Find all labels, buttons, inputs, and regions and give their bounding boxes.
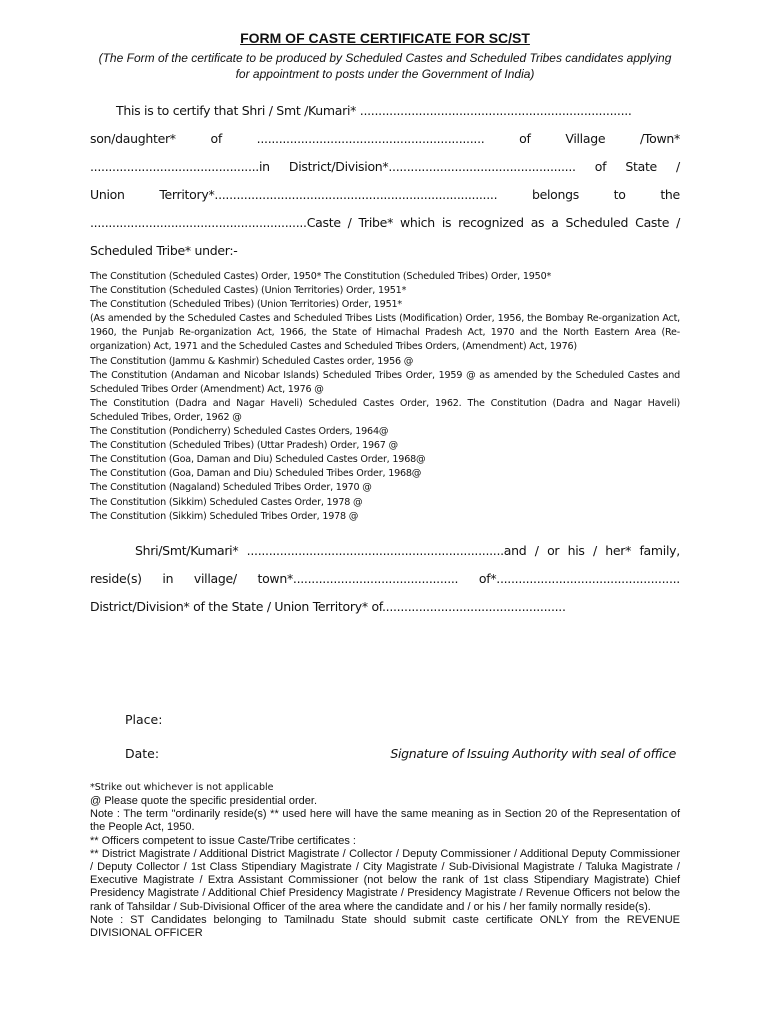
family-line-2: [90, 571, 680, 589]
certify-word: recognized: [458, 215, 524, 230]
family-line-1: [135, 543, 680, 561]
certify-word: the: [660, 187, 680, 202]
constitution-orders-list: [90, 270, 680, 524]
family-word: of*..................................................: [478, 571, 680, 586]
form-title: FORM OF CASTE CERTIFICATE FOR SC/ST: [240, 30, 530, 46]
order-item: The Constitution (Nagaland) Scheduled Tribes Order, 1970 @: [90, 482, 372, 494]
footnote: Note : ST Candidates belonging to Tamilnadu State should submit caste certificate ONLY from the REVENUE DIVISIONAL OFFICER: [90, 913, 680, 940]
certify-word: /: [347, 215, 352, 230]
certify-word: /: [676, 159, 680, 174]
certify-word: of: [594, 159, 607, 174]
certify-word: Tribe*: [358, 215, 394, 230]
family-word: in: [162, 571, 174, 586]
family-word: family,: [639, 543, 680, 558]
family-word: village/: [193, 571, 237, 586]
certify-line-4: [90, 187, 680, 205]
certify-line-5: [90, 215, 680, 233]
certify-word: Territory*.............................................................................: [159, 187, 498, 202]
family-word: reside(s): [90, 571, 142, 586]
form-subtitle: (The Form of the certificate to be produced by Scheduled Castes and Scheduled Tribes candidates applying for appointment to posts under the Government of India): [98, 51, 672, 81]
certify-word: a: [551, 215, 559, 230]
place-label: Place:: [125, 712, 163, 727]
order-item: (As amended by the Scheduled Castes and Scheduled Tribes Lists (Modification) Order, 1956, the Bombay Re-organization Act, 1960, the Punjab Re-organization Act, 1966, the State of Himachal Pradesh Act, 1970 and the North Eastern Area (Re-organization) Act, 1971 and the Scheduled Castes and Scheduled Tribes Orders, (Amendment) Act, 1976): [90, 313, 680, 353]
certify-word: to: [613, 187, 626, 202]
order-item: The Constitution (Scheduled Tribes) (Uttar Pradesh) Order, 1967 @: [90, 440, 398, 452]
order-item: The Constitution (Goa, Daman and Diu) Scheduled Tribes Order, 1968@: [90, 468, 422, 480]
certify-word: ...........................................................Caste: [90, 215, 341, 230]
family-word: ......................................................................and: [246, 543, 527, 558]
certify-word: as: [530, 215, 545, 230]
certify-word: /: [676, 215, 680, 230]
order-item: The Constitution (Scheduled Castes) Order, 1950* The Constitution (Scheduled Tribes) Order, 1950*: [90, 271, 552, 282]
footnotes: [90, 795, 680, 940]
family-word: /: [534, 543, 539, 558]
date-label: Date:: [125, 746, 160, 761]
family-word: his: [567, 543, 585, 558]
certify-line-3: [90, 159, 680, 177]
strike-out-note: *Strike out whichever is not applicable: [90, 782, 274, 793]
certify-word: Caste: [635, 215, 670, 230]
certify-word: Scheduled: [565, 215, 629, 230]
certify-word: Village: [565, 131, 606, 146]
order-item: The Constitution (Pondicherry) Scheduled Castes Orders, 1964@: [90, 426, 389, 438]
footnote: @ Please quote the specific presidential order.: [90, 795, 318, 807]
footnote: ** District Magistrate / Additional District Magistrate / Collector / Deputy Commissioner / Additional Deputy Commissioner / Deputy Collector / 1st Class Stipendiary Magistrate / City Magistrate / Sub-Divisional Magistrate / Taluka Magistrate / Executive Magistrate / Extra Assistant Commissioner (not below the rank of 1st class Stipendiary Magistrate) Chief Presidency Magistrate / Additional Chief Presidency Magistrate / Presidency Magistrate / Revenue Officers not below the rank of Tahsildar / Sub-Divisional Officer of the area where the candidate and / or his / her family normally reside(s).: [90, 847, 680, 913]
signature-label: Signature of Issuing Authority with seal of office: [390, 746, 676, 761]
footnote: Note : The term "ordinarily reside(s) ** used here will have the same meaning as in Section 20 of the Representation of the People Act, 1950.: [90, 808, 680, 834]
certify-word: Union: [90, 187, 125, 202]
family-word: her*: [605, 543, 632, 558]
certify-word: belongs: [531, 187, 579, 202]
family-word: town*.............................................: [257, 571, 459, 586]
order-item: The Constitution (Goa, Daman and Diu) Scheduled Castes Order, 1968@: [90, 454, 426, 466]
family-word: or: [547, 543, 560, 558]
certify-word: ..............................................................: [256, 131, 485, 146]
order-item: The Constitution (Sikkim) Scheduled Castes Order, 1978 @: [90, 496, 363, 508]
certify-word: /Town*: [639, 131, 680, 146]
order-item: The Constitution (Dadra and Nagar Haveli) Scheduled Castes Order, 1962. The Constitution (Dadra and Nagar Haveli) Scheduled Tribes, Order, 1962 @: [90, 397, 680, 423]
certify-word: which: [399, 215, 435, 230]
certify-word: of: [519, 131, 531, 146]
order-item: The Constitution (Andaman and Nicobar Islands) Scheduled Tribes Order, 1959 @ as amended by the Scheduled Castes and Scheduled Tribes Order (Amendment) Act, 1976 @: [90, 369, 680, 395]
family-word: /: [593, 543, 597, 558]
order-item: The Constitution (Jammu & Kashmir) Scheduled Castes order, 1956 @: [90, 355, 414, 367]
order-item: The Constitution (Scheduled Castes) (Union Territories) Order, 1951*: [90, 285, 407, 297]
certify-line-1: This is to certify that Shri / Smt /Kumari* ..........................................................................: [116, 103, 632, 118]
certify-word: State: [625, 159, 657, 174]
footnote: ** Officers competent to issue Caste/Tribe certificates :: [90, 834, 356, 847]
certify-word: ..............................................in: [90, 159, 270, 174]
order-item: The Constitution (Sikkim) Scheduled Tribes Order, 1978 @: [90, 510, 359, 522]
certify-word: son/daughter*: [90, 131, 176, 146]
certify-line-6: Scheduled Tribe* under:-: [90, 243, 238, 258]
order-item: The Constitution (Scheduled Tribes) (Union Territories) Order, 1951*: [90, 299, 402, 311]
certify-word: is: [441, 215, 452, 230]
family-word: Shri/Smt/Kumari*: [135, 543, 239, 558]
certify-word: District/Division*...................................................: [288, 159, 576, 174]
certify-line-2: [90, 131, 680, 149]
certify-word: of: [210, 131, 222, 146]
family-line-3: District/Division* of the State / Union Territory* of..................................................: [90, 599, 566, 614]
